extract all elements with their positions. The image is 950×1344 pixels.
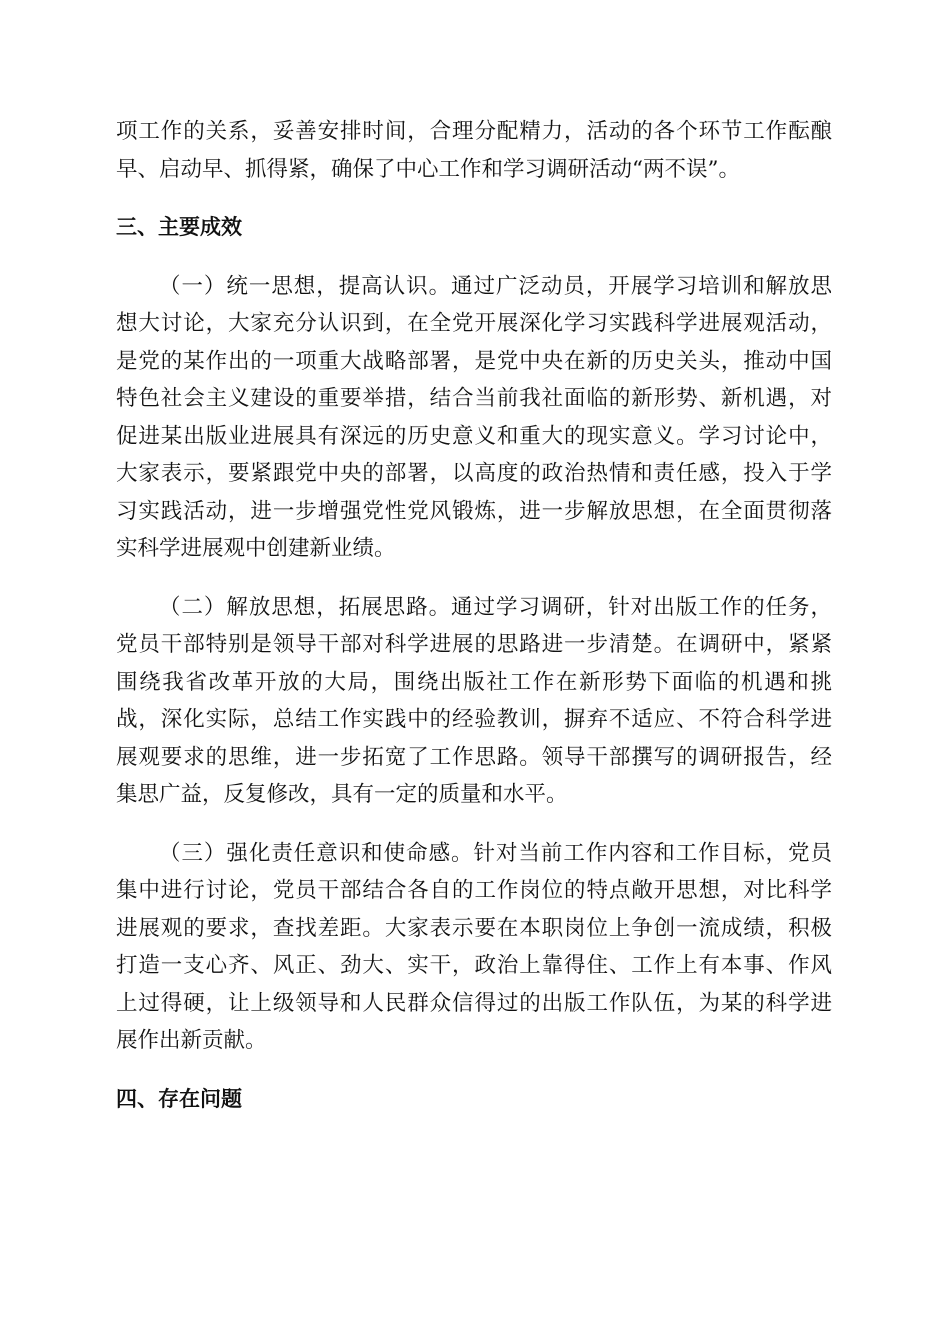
paragraph-line: 围绕我省改革开放的大局，围绕出版社工作在新形势下面临的机遇和挑 [116,669,832,695]
intro-paragraph [116,113,832,188]
paragraph-line: 早、启动早、抓得紧，确保了中心工作和学习调研活动“两不误”。 [116,156,740,182]
paragraph-emancipate-thinking [116,589,832,814]
paragraph-line: 打造一支心齐、风正、劲大、实干，政治上靠得住、工作上有本事、作风 [116,953,832,978]
paragraph-line: 促进某出版业进展具有深远的历史意义和重大的现实意义。学习讨论中， [116,423,832,449]
paragraph-line: 战，深化实际，总结工作实践中的经验教训，摒弃不适应、不符合科学进 [116,707,832,732]
paragraph-unify-thinking [116,268,832,568]
paragraph-line: （二）解放思想，拓展思路。通过学习调研，针对出版工作的任务， [159,594,832,620]
paragraph-strengthen-responsibility [116,835,832,1060]
section-heading-existing-problems: 四、存在问题 [116,1086,242,1111]
paragraph-line: 集思广益，反复修改，具有一定的质量和水平。 [116,782,568,807]
paragraph-line: 展观要求的思维，进一步拓宽了工作思路。领导干部撰写的调研报告，经 [116,744,832,770]
section-heading-main-results: 三、主要成效 [116,215,242,239]
paragraph-line: 集中进行讨论，党员干部结合各自的工作岗位的特点敞开思想，对比科学 [116,878,832,903]
paragraph-line: 大家表示，要紧跟党中央的部署，以高度的政治热情和责任感，投入于学 [116,461,832,486]
paragraph-line: 进展观的要求，查找差距。大家表示要在本职岗位上争创一流成绩，积极 [116,915,832,941]
paragraph-line: 展作出新贡献。 [116,1028,267,1053]
paragraph-line: 特色社会主义建设的重要举措，结合当前我社面临的新形势、新机遇，对 [116,386,832,411]
paragraph-line: 实科学进展观中创建新业绩。 [116,536,396,561]
paragraph-line: 项工作的关系，妥善安排时间，合理分配精力，活动的各个环节工作酝酿 [116,119,832,144]
paragraph-line: （一）统一思想，提高认识。通过广泛动员，开展学习培训和解放思 [159,273,832,299]
paragraph-line: 上过得硬，让上级领导和人民群众信得过的出版工作队伍，为某的科学进 [116,990,832,1016]
paragraph-line: 习实践活动，进一步增强党性党风锻炼，进一步解放思想，在全面贯彻落 [116,498,832,524]
paragraph-line: 是党的某作出的一项重大战略部署，是党中央在新的历史关头，推动中国 [116,348,832,374]
paragraph-line: 党员干部特别是领导干部对科学进展的思路进一步清楚。在调研中，紧紧 [116,632,832,657]
paragraph-line: （三）强化责任意识和使命感。针对当前工作内容和工作目标，党员 [159,840,832,866]
document-page [116,113,832,1118]
paragraph-line: 想大讨论，大家充分认识到，在全党开展深化学习实践科学进展观活动， [116,311,832,336]
